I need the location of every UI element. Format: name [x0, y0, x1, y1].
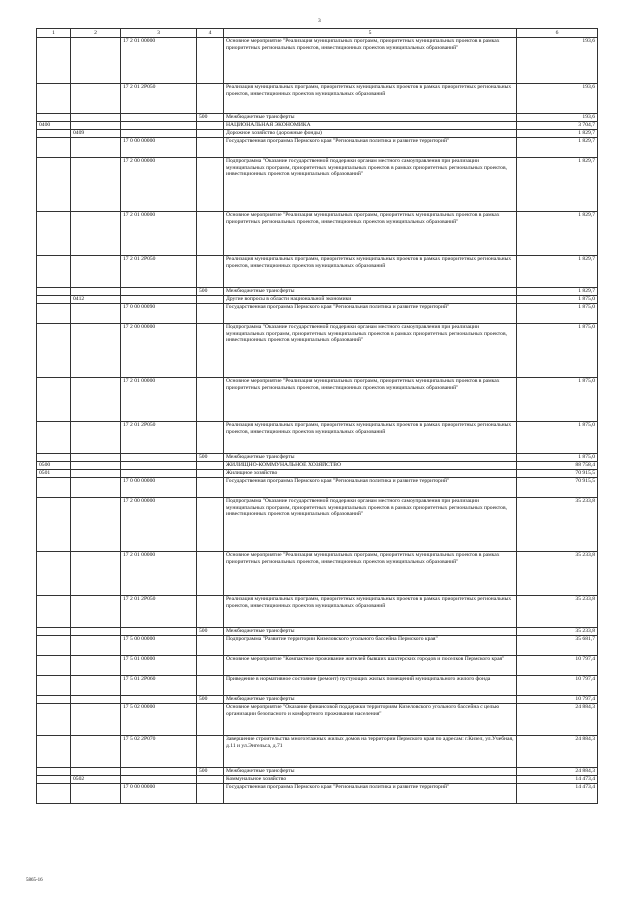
- target-article-code: 17 0 00 00090: [121, 304, 197, 324]
- item-name: Межбюджетные трансферты: [224, 628, 517, 636]
- section-code: [37, 324, 71, 378]
- table-row: [37, 776, 598, 784]
- amount: 35 233,8: [517, 596, 598, 628]
- section-code: [37, 378, 71, 422]
- expense-type-code: [197, 304, 224, 324]
- column-header: 6: [517, 29, 598, 38]
- table-row: [37, 422, 598, 454]
- expense-type-code: 500: [197, 768, 224, 776]
- column-header: 5: [224, 29, 517, 38]
- footer-code: 5865-16: [26, 878, 43, 883]
- subsection-code: [71, 768, 121, 776]
- subsection-code: [71, 628, 121, 636]
- target-article-code: 17 2 01 00000: [121, 38, 197, 84]
- section-code: [37, 84, 71, 114]
- item-name: Подпрограмма "Оказание государственной поддержки органам местного самоуправления при реализации муниципальных программ, приоритетных муниципальных проектов в рамках приоритетных региональных проектов, инвестиционных проектов муниципальных образований": [224, 158, 517, 212]
- section-code: [37, 784, 71, 804]
- amount: 14 473,4: [517, 784, 598, 804]
- expense-type-code: [197, 378, 224, 422]
- column-header: 1: [37, 29, 71, 38]
- table-row: [37, 462, 598, 470]
- expense-type-code: [197, 498, 224, 552]
- amount: 1 829,7: [517, 288, 598, 296]
- section-code: [37, 288, 71, 296]
- target-article-code: [121, 696, 197, 704]
- section-code: 0501: [37, 470, 71, 478]
- target-article-code: [121, 454, 197, 462]
- target-article-code: [121, 288, 197, 296]
- table-row: [37, 304, 598, 324]
- expense-type-code: [197, 296, 224, 304]
- expense-type-code: 500: [197, 288, 224, 296]
- target-article-code: 17 2 01 2Р050: [121, 84, 197, 114]
- item-name: Дорожное хозяйство (дорожные фонды): [224, 130, 517, 138]
- subsection-code: [71, 38, 121, 84]
- section-code: [37, 114, 71, 122]
- table-row: [37, 288, 598, 296]
- item-name: Реализация муниципальных программ, приоритетных муниципальных проектов в рамках приоритетных региональных проектов, инвестиционных проектов муниципальных образований: [224, 256, 517, 288]
- subsection-code: [71, 122, 121, 130]
- expense-type-code: [197, 636, 224, 656]
- target-article-code: 17 5 02 00000: [121, 704, 197, 736]
- amount: 35 233,8: [517, 552, 598, 596]
- expense-type-code: 500: [197, 114, 224, 122]
- section-code: [37, 296, 71, 304]
- subsection-code: [71, 138, 121, 158]
- amount: 1 829,7: [517, 158, 598, 212]
- subsection-code: [71, 704, 121, 736]
- target-article-code: 17 2 01 00000: [121, 378, 197, 422]
- section-code: [37, 628, 71, 636]
- amount: 1 829,7: [517, 138, 598, 158]
- section-code: [37, 212, 71, 256]
- target-article-code: [121, 296, 197, 304]
- expense-type-code: [197, 552, 224, 596]
- amount: 24 884,3: [517, 704, 598, 736]
- amount: 70 915,5: [517, 478, 598, 498]
- subsection-code: [71, 84, 121, 114]
- item-name: ЖИЛИЩНО-КОММУНАЛЬНОЕ ХОЗЯЙСТВО: [224, 462, 517, 470]
- item-name: НАЦИОНАЛЬНАЯ ЭКОНОМИКА: [224, 122, 517, 130]
- amount: 10 797,4: [517, 676, 598, 696]
- item-name: Основное мероприятие "Компактное проживание жителей бывших шахтерских городов и поселков Пермского края": [224, 656, 517, 676]
- target-article-code: 17 5 01 00000: [121, 656, 197, 676]
- target-article-code: 17 0 00 00000: [121, 784, 197, 804]
- amount: 35 233,8: [517, 498, 598, 552]
- column-header: 3: [121, 29, 197, 38]
- expense-type-code: [197, 138, 224, 158]
- table-row: [37, 704, 598, 736]
- item-name: Завершение строительства многоэтажных жилых домов на территории Пермского края по адресам: г.Кизел, ул.Учебная, д.11 и ул.Энгельса, д.71: [224, 736, 517, 768]
- expense-type-code: [197, 784, 224, 804]
- table-body: [37, 38, 598, 804]
- amount: 193,6: [517, 38, 598, 84]
- budget-table: [36, 28, 598, 804]
- target-article-code: 17 2 01 2Р050: [121, 256, 197, 288]
- expense-type-code: [197, 776, 224, 784]
- table-row: [37, 212, 598, 256]
- expense-type-code: 500: [197, 628, 224, 636]
- item-name: Другие вопросы в области национальной экономики: [224, 296, 517, 304]
- subsection-code: [71, 552, 121, 596]
- target-article-code: 17 2 00 00000: [121, 158, 197, 212]
- section-code: [37, 130, 71, 138]
- subsection-code: [71, 656, 121, 676]
- amount: 35 233,8: [517, 628, 598, 636]
- amount: 1 875,0: [517, 422, 598, 454]
- item-name: Государственная программа Пермского края "Региональная политика и развитие территорий": [224, 784, 517, 804]
- subsection-code: [71, 470, 121, 478]
- subsection-code: [71, 158, 121, 212]
- item-name: Подпрограмма "Развитие территории Кизеловского угольного бассейна Пермского края": [224, 636, 517, 656]
- amount: 14 473,4: [517, 776, 598, 784]
- section-code: [37, 704, 71, 736]
- item-name: Реализация муниципальных программ, приоритетных муниципальных проектов в рамках приоритетных региональных проектов, инвестиционных проектов муниципальных образований: [224, 84, 517, 114]
- expense-type-code: 500: [197, 454, 224, 462]
- section-code: [37, 696, 71, 704]
- subsection-code: [71, 498, 121, 552]
- table-row: [37, 38, 598, 84]
- amount: 88 758,4: [517, 462, 598, 470]
- section-code: [37, 158, 71, 212]
- subsection-code: [71, 696, 121, 704]
- subsection-code: [71, 304, 121, 324]
- section-code: [37, 256, 71, 288]
- amount: 35 681,7: [517, 636, 598, 656]
- subsection-code: [71, 324, 121, 378]
- table-row: [37, 676, 598, 696]
- expense-type-code: [197, 324, 224, 378]
- subsection-code: 0502: [71, 776, 121, 784]
- subsection-code: [71, 256, 121, 288]
- expense-type-code: [197, 470, 224, 478]
- item-name: Государственная программа Пермского края "Региональная политика и развитие территорий": [224, 138, 517, 158]
- target-article-code: 17 2 01 2Р050: [121, 422, 197, 454]
- table-row: [37, 784, 598, 804]
- section-code: 0500: [37, 462, 71, 470]
- amount: 1 875,0: [517, 378, 598, 422]
- target-article-code: [121, 114, 197, 122]
- subsection-code: [71, 596, 121, 628]
- expense-type-code: [197, 38, 224, 84]
- target-article-code: 17 5 00 00000: [121, 636, 197, 656]
- target-article-code: [121, 768, 197, 776]
- table-row: [37, 158, 598, 212]
- section-code: [37, 138, 71, 158]
- table-row: [37, 736, 598, 768]
- expense-type-code: [197, 478, 224, 498]
- target-article-code: [121, 470, 197, 478]
- amount: 1 875,0: [517, 296, 598, 304]
- section-code: [37, 636, 71, 656]
- expense-type-code: [197, 84, 224, 114]
- subsection-code: [71, 454, 121, 462]
- item-name: Государственная программа Пермского края "Региональная политика и развитие территорий": [224, 478, 517, 498]
- amount: 3 704,7: [517, 122, 598, 130]
- target-article-code: [121, 122, 197, 130]
- table-row: [37, 130, 598, 138]
- subsection-code: 0412: [71, 296, 121, 304]
- table-row: [37, 256, 598, 288]
- amount: 1 829,7: [517, 130, 598, 138]
- expense-type-code: [197, 212, 224, 256]
- expense-type-code: [197, 130, 224, 138]
- section-code: [37, 498, 71, 552]
- page-number: 3: [318, 18, 321, 24]
- section-code: [37, 478, 71, 498]
- target-article-code: 17 5 02 2Р070: [121, 736, 197, 768]
- item-name: Основное мероприятие "Реализация муниципальных программ, приоритетных муниципальных проектов в рамках приоритетных региональных проектов, инвестиционных проектов муниципальных образований": [224, 378, 517, 422]
- column-number-row: [37, 29, 598, 38]
- subsection-code: [71, 212, 121, 256]
- table-row: [37, 768, 598, 776]
- table-row: [37, 636, 598, 656]
- subsection-code: [71, 636, 121, 656]
- subsection-code: [71, 478, 121, 498]
- section-code: [37, 768, 71, 776]
- expense-type-code: [197, 656, 224, 676]
- amount: 10 797,4: [517, 696, 598, 704]
- expense-type-code: [197, 158, 224, 212]
- amount: 1 875,0: [517, 324, 598, 378]
- section-code: [37, 656, 71, 676]
- subsection-code: [71, 378, 121, 422]
- table-row: [37, 498, 598, 552]
- section-code: [37, 596, 71, 628]
- column-header: 4: [197, 29, 224, 38]
- section-code: [37, 676, 71, 696]
- table-row: [37, 596, 598, 628]
- item-name: Реализация муниципальных программ, приоритетных муниципальных проектов в рамках приоритетных региональных проектов, инвестиционных проектов муниципальных образований: [224, 596, 517, 628]
- item-name: Жилищное хозяйство: [224, 470, 517, 478]
- table-row: [37, 478, 598, 498]
- target-article-code: 17 5 01 2Р060: [121, 676, 197, 696]
- expense-type-code: [197, 596, 224, 628]
- item-name: Подпрограмма "Оказание государственной поддержки органам местного самоуправления при реализации муниципальных программ, приоритетных муниципальных проектов в рамках приоритетных региональных проектов, инвестиционных проектов муниципальных образований": [224, 498, 517, 552]
- section-code: [37, 422, 71, 454]
- subsection-code: [71, 676, 121, 696]
- item-name: Подпрограмма "Оказание государственной поддержки органам местного самоуправления при реализации муниципальных программ, приоритетных муниципальных проектов в рамках приоритетных региональных проектов, инвестиционных проектов муниципальных образований": [224, 324, 517, 378]
- amount: 1 875,0: [517, 304, 598, 324]
- target-article-code: 17 2 01 00000: [121, 552, 197, 596]
- section-code: [37, 736, 71, 768]
- table-row: [37, 628, 598, 636]
- subsection-code: [71, 288, 121, 296]
- table-row: [37, 84, 598, 114]
- table-row: [37, 138, 598, 158]
- subsection-code: [71, 422, 121, 454]
- item-name: Государственная программа Пермского края "Региональная политика и развитие территорий": [224, 304, 517, 324]
- amount: 24 884,3: [517, 768, 598, 776]
- table-row: [37, 114, 598, 122]
- item-name: Основное мероприятие "Реализация муниципальных программ, приоритетных муниципальных проектов в рамках приоритетных региональных проектов, инвестиционных проектов муниципальных образований": [224, 552, 517, 596]
- item-name: Межбюджетные трансферты: [224, 288, 517, 296]
- section-code: [37, 454, 71, 462]
- expense-type-code: [197, 704, 224, 736]
- subsection-code: [71, 784, 121, 804]
- amount: 1 829,7: [517, 256, 598, 288]
- table-row: [37, 122, 598, 130]
- subsection-code: [71, 114, 121, 122]
- expense-type-code: [197, 122, 224, 130]
- item-name: Приведение в нормативное состояние (ремонт) пустующих жилых помещений муниципального жилого фонда: [224, 676, 517, 696]
- target-article-code: 17 2 01 00000: [121, 212, 197, 256]
- column-header: 2: [71, 29, 121, 38]
- amount: 193,6: [517, 84, 598, 114]
- target-article-code: 17 2 00 00000: [121, 324, 197, 378]
- section-code: [37, 776, 71, 784]
- target-article-code: [121, 776, 197, 784]
- expense-type-code: [197, 422, 224, 454]
- subsection-code: [71, 462, 121, 470]
- target-article-code: 17 0 00 00000: [121, 138, 197, 158]
- target-article-code: 17 2 00 00000: [121, 498, 197, 552]
- amount: 70 915,5: [517, 470, 598, 478]
- amount: 193,6: [517, 114, 598, 122]
- expense-type-code: [197, 462, 224, 470]
- item-name: Межбюджетные трансферты: [224, 768, 517, 776]
- table-row: [37, 378, 598, 422]
- subsection-code: 0409: [71, 130, 121, 138]
- item-name: Межбюджетные трансферты: [224, 696, 517, 704]
- section-code: 0400: [37, 122, 71, 130]
- table-row: [37, 470, 598, 478]
- item-name: Основное мероприятие "Реализация муниципальных программ, приоритетных муниципальных проектов в рамках приоритетных региональных проектов, инвестиционных проектов муниципальных образований": [224, 212, 517, 256]
- table-row: [37, 656, 598, 676]
- target-article-code: [121, 462, 197, 470]
- item-name: Межбюджетные трансферты: [224, 454, 517, 462]
- table-row: [37, 296, 598, 304]
- amount: 10 797,4: [517, 656, 598, 676]
- target-article-code: [121, 628, 197, 636]
- item-name: Основное мероприятие "Реализация муниципальных программ, приоритетных муниципальных проектов в рамках приоритетных региональных проектов, инвестиционных проектов муниципальных образований": [224, 38, 517, 84]
- target-article-code: 17 2 01 2Р050: [121, 596, 197, 628]
- table-row: [37, 324, 598, 378]
- section-code: [37, 38, 71, 84]
- expense-type-code: 500: [197, 696, 224, 704]
- expense-type-code: [197, 256, 224, 288]
- expense-type-code: [197, 676, 224, 696]
- target-article-code: 17 0 00 00000: [121, 478, 197, 498]
- amount: 1 875,0: [517, 454, 598, 462]
- amount: 1 829,7: [517, 212, 598, 256]
- table-row: [37, 454, 598, 462]
- subsection-code: [71, 736, 121, 768]
- section-code: [37, 304, 71, 324]
- table-row: [37, 696, 598, 704]
- expense-type-code: [197, 736, 224, 768]
- section-code: [37, 552, 71, 596]
- target-article-code: [121, 130, 197, 138]
- amount: 24 884,3: [517, 736, 598, 768]
- item-name: Реализация муниципальных программ, приоритетных муниципальных проектов в рамках приоритетных региональных проектов, инвестиционных проектов муниципальных образований: [224, 422, 517, 454]
- table-row: [37, 552, 598, 596]
- item-name: Основное мероприятие "Оказание финансовой поддержки территориям Кизеловского угольного бассейна с целью организации безопасного и комфортного проживания населения": [224, 704, 517, 736]
- item-name: Коммунальное хозяйство: [224, 776, 517, 784]
- item-name: Межбюджетные трансферты: [224, 114, 517, 122]
